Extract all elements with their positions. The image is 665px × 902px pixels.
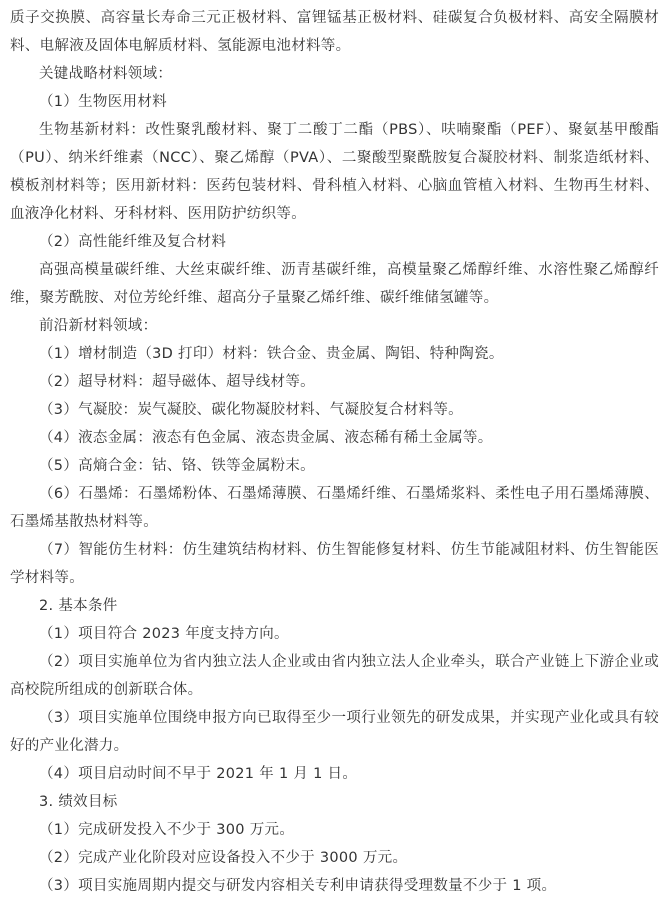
subheading-high-performance-fiber: （2）高性能纤维及复合材料 [39,234,227,250]
condition-item-4: （4）项目启动时间不早于 2021 年 1 月 1 日。 [39,766,358,782]
condition-item-3: （3）项目实施单位围绕申报方向已取得至少一项行业领先的研发成果，并实现产业化或具有较好的产业化潜力。 [10,710,659,754]
goal-item-1: （1）完成研发投入不少于 300 万元。 [39,822,295,838]
item-additive-manufacturing: （1）增材制造（3D 打印）材料：铁合金、贵金属、陶铝、特种陶瓷。 [39,346,504,362]
heading-performance-goals: 3. 绩效目标 [39,794,118,810]
item-high-entropy-alloy: （5）高熵合金：钴、铬、铁等金属粉末。 [39,458,315,474]
paragraph-battery-materials: 质子交换膜、高容量长寿命三元正极材料、富锂锰基正极材料、硅碳复合负极材料、高安全隔膜材料、电解液及固体电解质材料、氢能源电池材料等。 [10,10,659,54]
heading-frontier-materials: 前沿新材料领域： [39,318,158,334]
paragraph-high-performance-fiber: 高强高模量碳纤维、大丝束碳纤维、沥青基碳纤维，高模量聚乙烯醇纤维、水溶性聚乙烯醇纤维，聚芳酰胺、对位芳纶纤维、超高分子量聚乙烯纤维、碳纤维储氢罐等。 [10,262,659,306]
condition-item-1: （1）项目符合 2023 年度支持方向。 [39,626,289,642]
heading-key-strategic-materials: 关键战略材料领域： [39,66,173,82]
goal-item-3: （3）项目实施周期内提交与研发内容相关专利申请获得受理数量不少于 1 项。 [39,878,557,894]
condition-item-2: （2）项目实施单位为省内独立法人企业或由省内独立法人企业牵头，联合产业链上下游企业或高校院所组成的创新联合体。 [10,654,659,698]
heading-basic-conditions: 2. 基本条件 [39,598,118,614]
item-liquid-metal: （4）液态金属：液态有色金属、液态贵金属、液态稀有稀土金属等。 [39,430,493,446]
goal-item-2: （2）完成产业化阶段对应设备投入不少于 3000 万元。 [39,850,408,866]
item-graphene: （6）石墨烯：石墨烯粉体、石墨烯薄膜、石墨烯纤维、石墨烯浆料、柔性电子用石墨烯薄膜、石墨烯基散热材料等。 [10,486,659,530]
subheading-biomedical-materials: （1）生物医用材料 [39,94,167,110]
item-superconducting: （2）超导材料：超导磁体、超导线材等。 [39,374,315,390]
paragraph-biomedical-materials: 生物基新材料：改性聚乳酸材料、聚丁二酸丁二酯（PBS）、呋喃聚酯（PEF）、聚氨基甲酸酯（PU）、纳米纤维素（NCC）、聚乙烯醇（PVA）、二聚酸型聚酰胺复合凝胶材料、制浆造纸材料、模板剂材料等；医用新材料：医药包装材料、骨科植入材料、心脑血管植入材料、生物再生材料、血液净化材料、牙科材料、医用防护纺织等。 [10,122,659,222]
item-aerogel: （3）气凝胶：炭气凝胶、碳化物凝胶材料、气凝胶复合材料等。 [39,402,463,418]
item-smart-bionic: （7）智能仿生材料：仿生建筑结构材料、仿生智能修复材料、仿生节能减阻材料、仿生智能医学材料等。 [10,542,659,586]
